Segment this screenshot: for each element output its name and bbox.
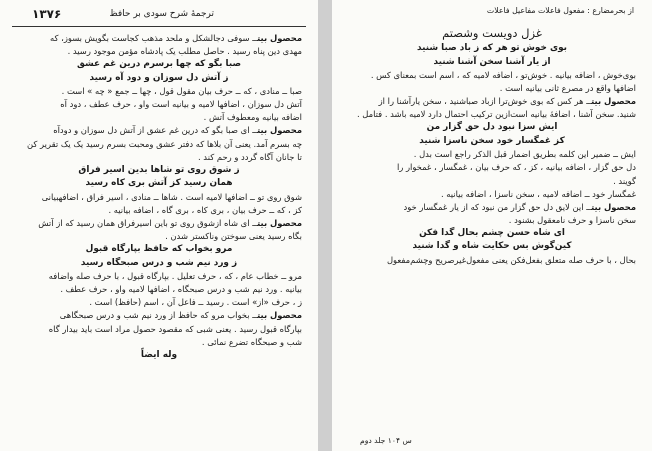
summary-label: محصول بیت bbox=[257, 33, 302, 43]
header-rule bbox=[12, 26, 306, 27]
line-text: ایش ــ ضمیر این کلمه بطریق اضمار قبل الذکر راجع است بدل . bbox=[413, 149, 636, 160]
text-line bbox=[16, 151, 302, 164]
text-line bbox=[16, 111, 302, 124]
text-line bbox=[16, 309, 302, 322]
running-title: ترجمهٔ شرح سودی بر حافظ bbox=[109, 9, 214, 19]
text-line bbox=[16, 323, 302, 336]
verse-line: همان رسید کز آتش بری کاه رسید bbox=[85, 178, 233, 189]
line-text: چه بسرم آمد. یعنی آن بلاها که دفتر عشق ومحبت بسرم رسید یک یک تقریر کن bbox=[27, 138, 302, 149]
verse-line: بوی خوش تو هر که ز باد صبا شنید bbox=[416, 43, 568, 53]
right-page-body bbox=[348, 24, 636, 267]
text-line bbox=[16, 191, 302, 204]
line-text: سخن ناسزا و حرف نامعقول بشنود . bbox=[508, 214, 636, 225]
line-text: ــ ای شاه ازشوق روی تو باین اسیرفراق همان رسید که از آتش bbox=[38, 217, 258, 228]
verse-line: از یار آشنا سخن آشنا شنید bbox=[433, 56, 551, 67]
left-page bbox=[0, 0, 318, 451]
summary-label: محصول بیت bbox=[591, 96, 636, 107]
text-line bbox=[348, 108, 636, 121]
text-line bbox=[348, 148, 636, 161]
line-text: مهدی دین پناه رسید . حاصل مطلب یک پادشاه مؤمن موجود رسید . bbox=[67, 46, 302, 57]
ghazal-title: غزل دویست وشصتم bbox=[442, 26, 542, 40]
text-line bbox=[348, 175, 636, 188]
line-text: بپارگاه قبول رسید . یعنی شبی که مقصود حصول مراد است باید بیدار گاه bbox=[48, 323, 302, 334]
text-line bbox=[16, 283, 302, 296]
line-text: آتش دل سوزان ، اضافها لامیه و بیانیه است واو ، حرف عطف ، دود آه bbox=[60, 99, 302, 110]
line-text: غمگسار خود ــ اضافه لامیه ، سخن ناسزا ، اضافه بیانیه . bbox=[440, 188, 636, 199]
line-text: ــ هر کس که بوی خوش‌ترا ازباد صباشنید ، سخن یارآشنا را از bbox=[378, 96, 592, 107]
closing-line: وله ایضاً bbox=[140, 349, 178, 360]
meter-line: از بحرمضارع : مفعول فاعلات مفاعیل فاعلات bbox=[486, 6, 634, 15]
line-text: ز ، حرف «از» است . رسید ــ فاعل آن ، اسم (حافظ) است . bbox=[89, 297, 302, 308]
text-line bbox=[16, 32, 302, 45]
line-text: گویند . bbox=[613, 175, 636, 186]
text-line bbox=[348, 254, 636, 267]
verse-line: کز غمگسار خود سخن ناسزا شنید bbox=[419, 135, 565, 146]
text-line bbox=[16, 98, 302, 111]
text-line bbox=[16, 217, 302, 230]
text-line bbox=[348, 188, 636, 201]
line-text: بیانیه . ورد نیم شب و درس صبحگاه ، اضافها لامیه واو ، حرف عطف . bbox=[60, 284, 302, 295]
left-running-head bbox=[14, 9, 304, 23]
line-text: ــ بخواب مرو که حافظ از ورد نیم شب و درس صبحگاهی bbox=[59, 310, 258, 321]
summary-label: محصول بیت bbox=[257, 310, 302, 321]
verse-line: ای شاه حسن چشم بحال گدا فکن bbox=[419, 227, 565, 238]
line-text: تا جانان آگاه گردد و رحم کند . bbox=[197, 151, 302, 162]
summary-label: محصول بیت bbox=[257, 217, 302, 228]
text-line bbox=[16, 230, 302, 243]
verse-line: صبا بگو که چها برسرم درین غم عشق bbox=[76, 59, 242, 70]
line-text: شنید. سخن آشنا ، اضافهٔ بیانیه است‌ازین ترکیب احتمال دارد لامیه باشد . فتامل . bbox=[356, 109, 636, 120]
left-page-body bbox=[16, 32, 302, 362]
text-line bbox=[16, 270, 302, 283]
text-line bbox=[16, 336, 302, 349]
book-gutter bbox=[318, 0, 332, 451]
line-text: شوق روی تو ــ اضافها لامیه است . شاها ــ منادی ، اسیر فراق ، اضافهبیانی bbox=[41, 191, 302, 202]
text-line bbox=[348, 161, 636, 174]
line-text: شب و صبحگاه تضرع نمائی . bbox=[201, 336, 302, 347]
line-text: ــ این لایق دل حق گزار من نبود که از یار غمگسار خود bbox=[403, 201, 592, 212]
text-line bbox=[16, 124, 302, 137]
line-text: اضافها واقع در مصرع ثانی بیانیه است . bbox=[499, 83, 636, 94]
line-text: ــ ای صبا بگو که درین غم عشق از آتش دل سوزان و دودآه bbox=[53, 125, 258, 136]
line-text: دل حق گزار ، اضافه بیانیه ، کز ، که حرف بیان ، غمگسار ، غمخوار را bbox=[396, 162, 636, 173]
line-text: بحال ، با حرف صله متعلق بفعل‌فکن یعنی مفعول‌غیرصریح وچشم‌مفعول bbox=[386, 254, 636, 265]
line-text: مرو ــ خطاب عام ، که ، حرف تعلیل . بپارگاه قبول ، با حرف صله واضافه bbox=[48, 271, 302, 282]
verse-line: ز آتش دل سوزان و دود آه رسید bbox=[89, 72, 229, 83]
verse-line: مرو بخواب که حافظ بپارگاه قبول bbox=[85, 244, 233, 255]
text-line bbox=[348, 69, 636, 82]
right-page bbox=[332, 0, 652, 451]
text-line bbox=[16, 85, 302, 98]
summary-label: محصول بیت bbox=[257, 125, 302, 136]
page-number: ۱۳۷۶ bbox=[32, 7, 62, 21]
line-text: بگاه رسید یعنی سوختن وناکستر شدن . bbox=[165, 231, 302, 242]
text-line bbox=[16, 296, 302, 309]
footnote: س ۱۰۴ جلد دوم bbox=[360, 436, 412, 445]
verse-line: ز ورد نیم شب و درس صبحگاه رسید bbox=[80, 257, 238, 268]
line-text: بوی‌خوش ، اضافه بیانیه . خوش‌تو ، اضافه لامیه که ، اسم است بمعنای کس . bbox=[370, 70, 636, 80]
text-line bbox=[16, 138, 302, 151]
line-text: صبا ــ منادی ، که ــ حرف بیان مقول قول ، چها ــ جمع « چه » است . bbox=[61, 86, 302, 97]
text-line bbox=[348, 95, 636, 108]
line-text: کز ، که ــ حرف بیان ، بری کاه ، بری گاه ، اضافه بیانیه . bbox=[108, 204, 302, 215]
text-line bbox=[16, 204, 302, 217]
line-text: ــ سوفی دجالشکل و ملحد مذهب کجاست بگویش بسوز، که bbox=[50, 33, 258, 43]
text-line bbox=[348, 214, 636, 227]
text-line bbox=[348, 201, 636, 214]
text-line bbox=[348, 82, 636, 95]
verse-line: کین‌گوش بس حکایت شاه و گدا شنید bbox=[412, 241, 572, 252]
summary-label: محصول بیت bbox=[591, 201, 636, 212]
text-line bbox=[16, 45, 302, 58]
verse-line: ایش سزا نبود دل حق گزار من bbox=[426, 122, 558, 133]
line-text: اضافه بیانیه ومعطوف آتش . bbox=[203, 112, 302, 123]
verse-line: ز شوق روی تو شاها بدین اسیر فراق bbox=[78, 164, 240, 175]
